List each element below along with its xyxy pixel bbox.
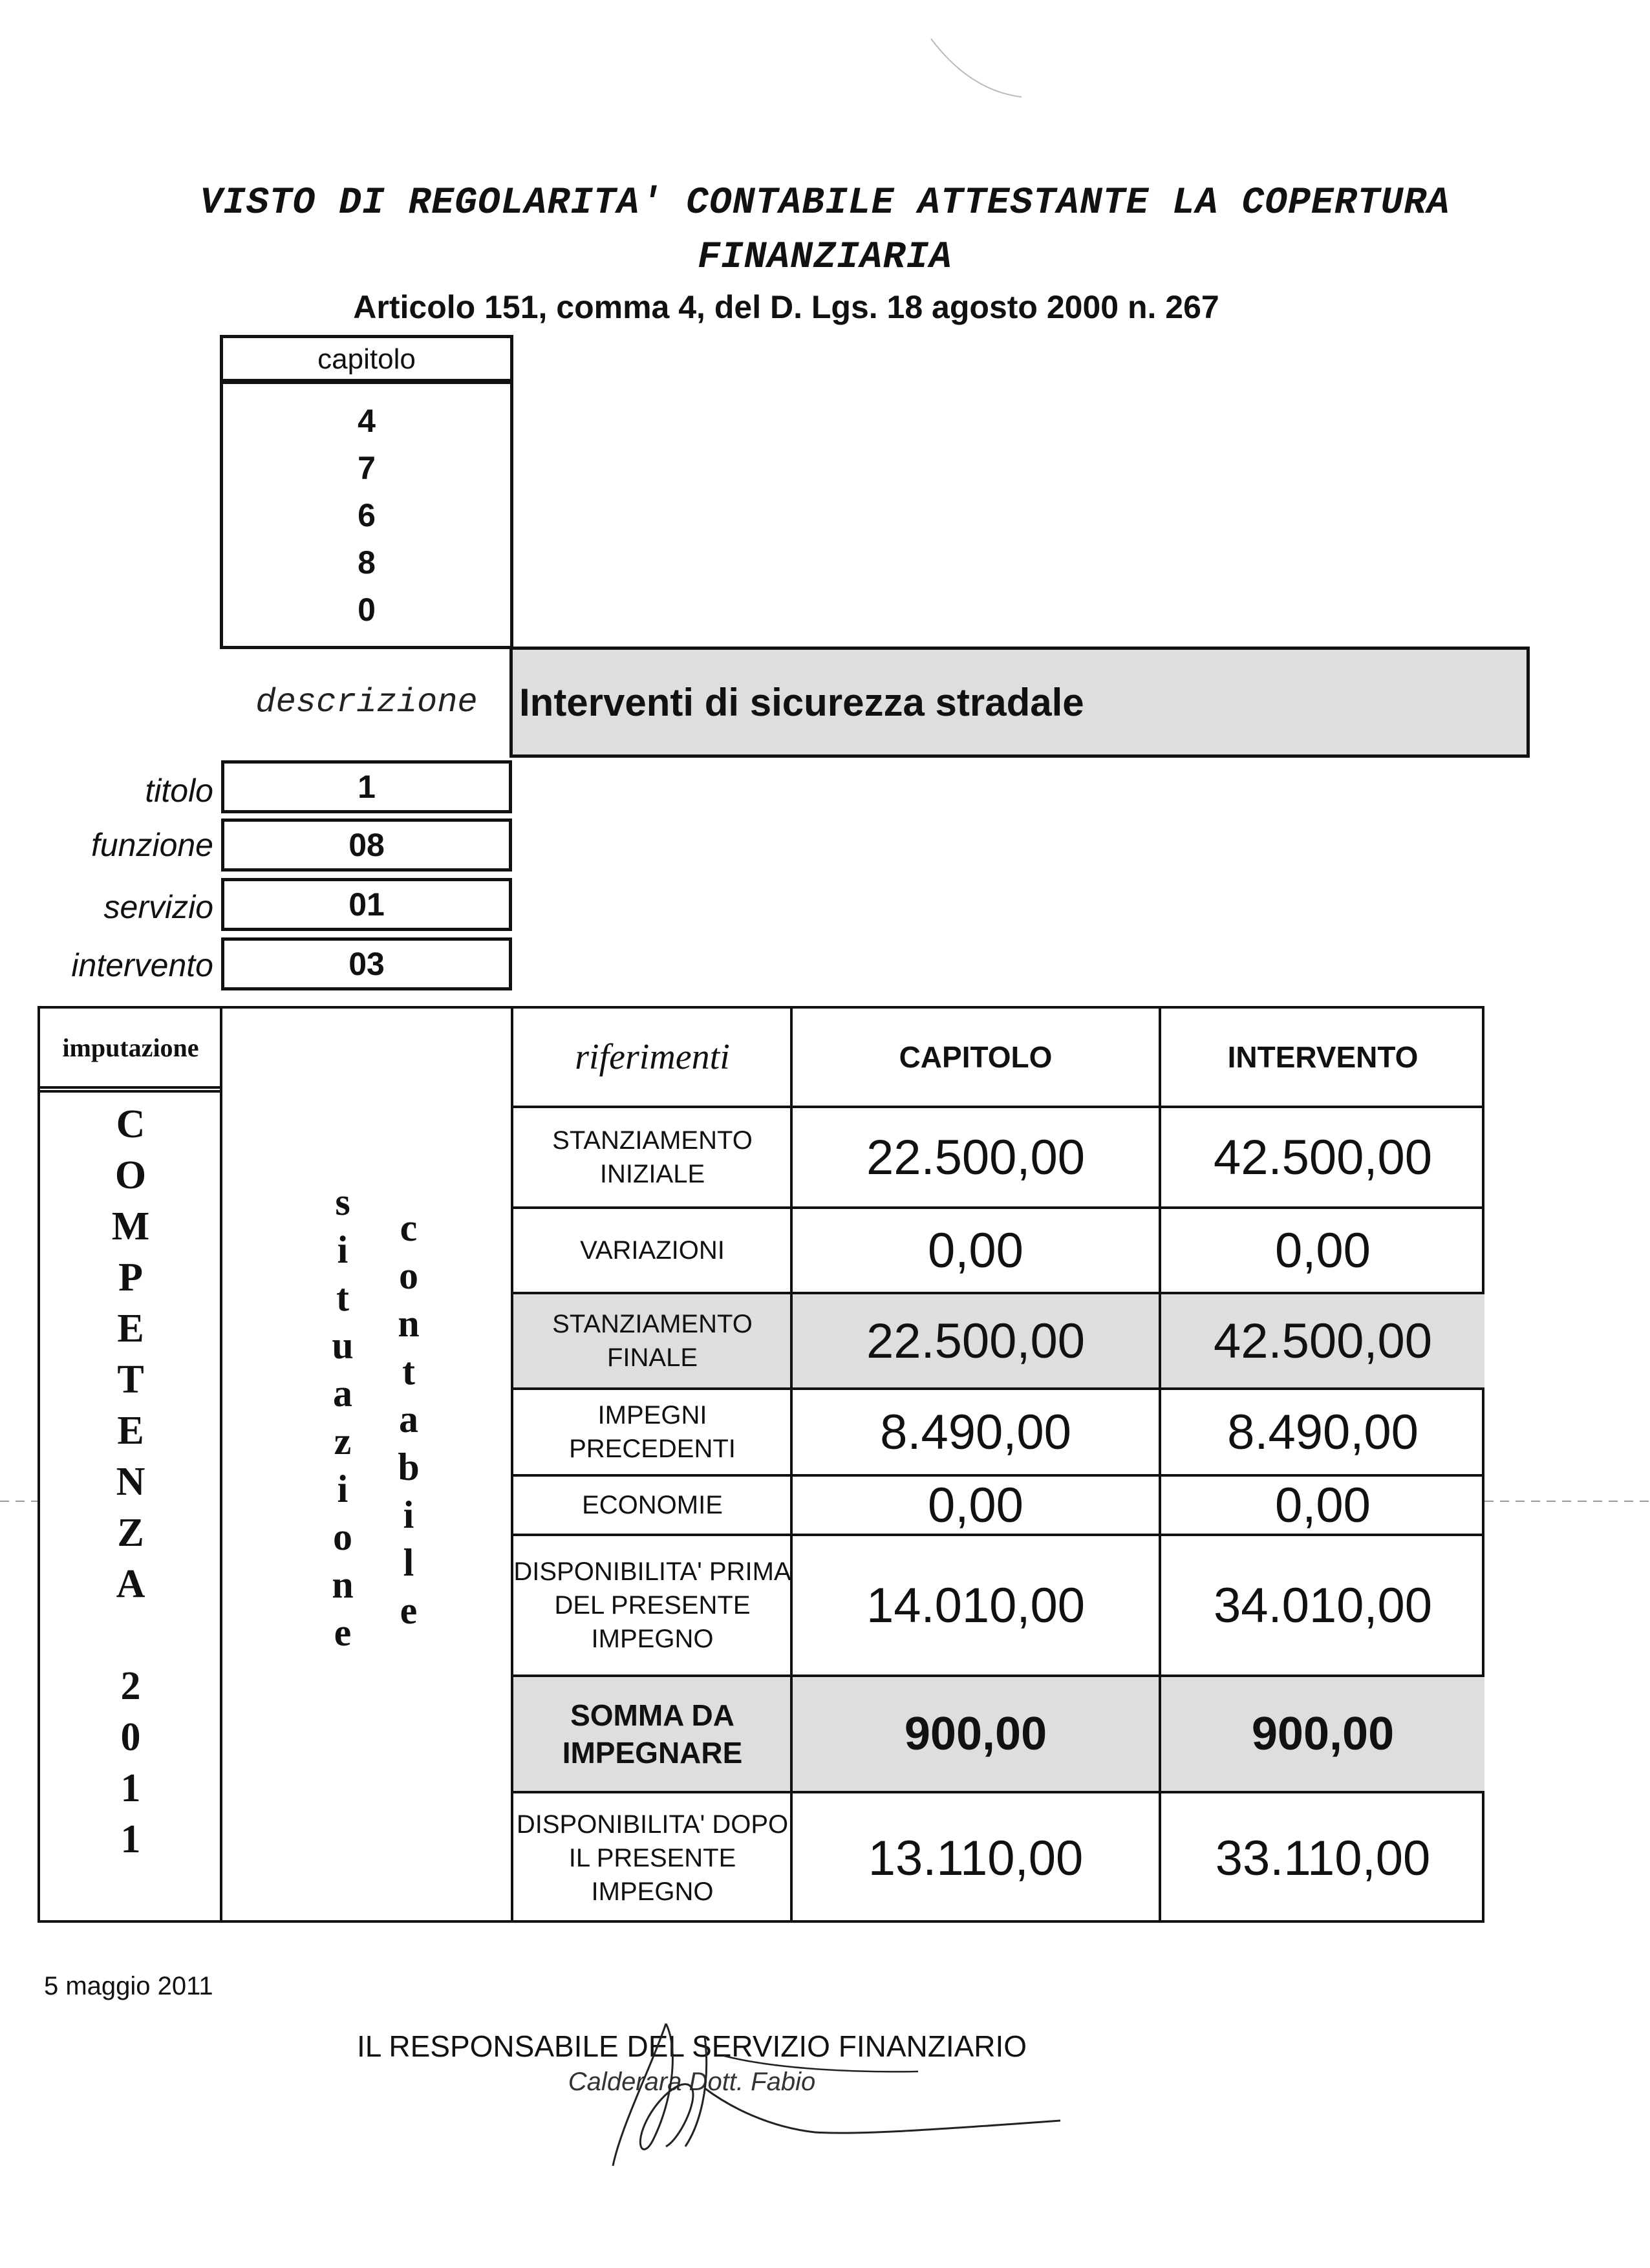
- contabile-letter: b: [398, 1446, 420, 1488]
- riferimenti-header: riferimenti: [575, 1037, 730, 1077]
- row-label-stanziamento-finale: STANZIAMENTO FINALE: [552, 1310, 753, 1372]
- descrizione-value: Interventi di sicurezza stradale: [509, 647, 1530, 758]
- row-label-impegni-precedenti: IMPEGNI PRECEDENTI: [569, 1401, 736, 1463]
- signatory-role: IL RESPONSABILE DEL SERVIZIO FINANZIARIO: [356, 2029, 1027, 2063]
- situazione-letter: o: [333, 1515, 352, 1558]
- intervento-value: 42.500,00: [1213, 1313, 1433, 1369]
- situazione-letter: a: [333, 1372, 352, 1415]
- row-label-disponibilita-dopo: DISPONIBILITA' DOPO IL PRESENTE IMPEGNO: [516, 1810, 789, 1906]
- legal-reference: Articolo 151, comma 4, del D. Lgs. 18 agosto 2000 n. 267: [353, 289, 1219, 325]
- capitolo-value: 0,00: [928, 1223, 1023, 1278]
- intervento-value: 0,00: [1275, 1477, 1371, 1533]
- contabile-letter: i: [403, 1493, 414, 1536]
- contabile-letter: a: [399, 1398, 418, 1440]
- intervento-value: 0,00: [1275, 1223, 1371, 1278]
- contabile-vertical-label: [383, 1204, 434, 1634]
- contabile-letter: e: [400, 1589, 418, 1632]
- contabile-letter: c: [400, 1206, 418, 1249]
- document-title-continued: FINANZIARIA: [698, 237, 952, 279]
- situazione-contabile-table: [38, 1006, 1484, 1923]
- competenza-letter: 1: [120, 1766, 141, 1810]
- row-label-variazioni: VARIAZIONI: [580, 1236, 725, 1265]
- competenza-letter: 2: [120, 1664, 141, 1708]
- capitolo-digit: 6: [358, 497, 376, 533]
- competenza-letter: O: [114, 1153, 147, 1197]
- competenza-letter: 0: [120, 1715, 141, 1759]
- capitolo-value: 22.500,00: [866, 1129, 1086, 1185]
- situazione-letter: i: [337, 1228, 348, 1271]
- contabile-letter: l: [403, 1541, 414, 1584]
- funzione-value: 08: [221, 818, 512, 872]
- imputazione-header: imputazione: [62, 1032, 199, 1062]
- situazione-letter: n: [332, 1563, 354, 1606]
- capitolo-value: 14.010,00: [866, 1578, 1086, 1633]
- capitolo-value: 22.500,00: [866, 1313, 1086, 1369]
- competenza-letter: N: [116, 1460, 145, 1504]
- intervento-value: 34.010,00: [1213, 1578, 1433, 1633]
- competenza-letter: E: [117, 1409, 144, 1453]
- document-title: VISTO DI REGOLARITA' CONTABILE ATTESTANTE LA COPERTURA: [200, 182, 1450, 224]
- funzione-label: funzione: [91, 827, 213, 863]
- intervento-value: 8.490,00: [1227, 1404, 1419, 1460]
- capitolo-digit: 8: [358, 544, 376, 581]
- signatory-name: Calderara Dott. Fabio: [568, 2068, 816, 2096]
- intervento-value: 42.500,00: [1213, 1129, 1433, 1185]
- intervento-value: 03: [221, 937, 512, 990]
- situazione-letter: t: [336, 1276, 349, 1319]
- document-date: 5 maggio 2011: [44, 1972, 213, 2000]
- contabile-letter: n: [398, 1302, 420, 1345]
- capitolo-header: capitolo: [220, 335, 513, 384]
- competenza-letter: T: [117, 1358, 144, 1402]
- servizio-label: servizio: [103, 889, 213, 925]
- capitolo-column-header: CAPITOLO: [899, 1040, 1053, 1074]
- capitolo-value: 0,00: [928, 1477, 1023, 1533]
- intervento-value: 900,00: [1251, 1708, 1395, 1760]
- situazione-letter: i: [337, 1468, 348, 1510]
- row-label-somma-da-impegnare: SOMMA DA IMPEGNARE: [562, 1698, 743, 1770]
- intervento-label: intervento: [71, 947, 213, 983]
- grid-line: [40, 1090, 222, 1093]
- row-label-stanziamento-iniziale: STANZIAMENTO INIZIALE: [552, 1126, 753, 1188]
- handwritten-signature: [582, 2011, 1099, 2179]
- intervento-column-header: INTERVENTO: [1227, 1040, 1419, 1074]
- grid-line: [40, 1086, 222, 1089]
- row-label-disponibilita-prima: DISPONIBILITA' PRIMA DEL PRESENTE IMPEGNO: [513, 1557, 791, 1653]
- situazione-letter: s: [335, 1181, 350, 1223]
- situazione-letter: u: [332, 1324, 354, 1367]
- capitolo-digit: 7: [358, 450, 376, 486]
- competenza-letter: 1: [120, 1817, 141, 1861]
- capitolo-value: 13.110,00: [868, 1830, 1084, 1886]
- situazione-letter: e: [334, 1611, 352, 1654]
- capitolo-digit: 4: [358, 403, 376, 439]
- competenza-letter: E: [117, 1307, 144, 1351]
- contabile-letter: o: [399, 1254, 418, 1297]
- titolo-value: 1: [221, 760, 512, 813]
- contabile-letter: t: [402, 1350, 415, 1393]
- capitolo-value: 900,00: [904, 1708, 1047, 1760]
- intervento-value: 33.110,00: [1215, 1830, 1431, 1886]
- capitolo-value: 8.490,00: [880, 1404, 1071, 1460]
- row-label-economie: ECONOMIE: [582, 1491, 723, 1519]
- capitolo-number: [220, 379, 513, 649]
- servizio-value: 01: [221, 878, 512, 931]
- competenza-letter: A: [116, 1562, 145, 1606]
- competenza-2011-vertical-label: [40, 1099, 221, 1865]
- competenza-letter: Z: [117, 1511, 144, 1555]
- capitolo-digit: 0: [358, 592, 376, 628]
- competenza-letter: P: [118, 1256, 143, 1300]
- situazione-letter: z: [334, 1420, 352, 1462]
- situazione-vertical-label: [317, 1178, 369, 1656]
- titolo-label: titolo: [145, 773, 213, 809]
- competenza-letter: M: [111, 1204, 150, 1248]
- descrizione-label: descrizione: [255, 683, 478, 722]
- competenza-letter: C: [116, 1102, 145, 1146]
